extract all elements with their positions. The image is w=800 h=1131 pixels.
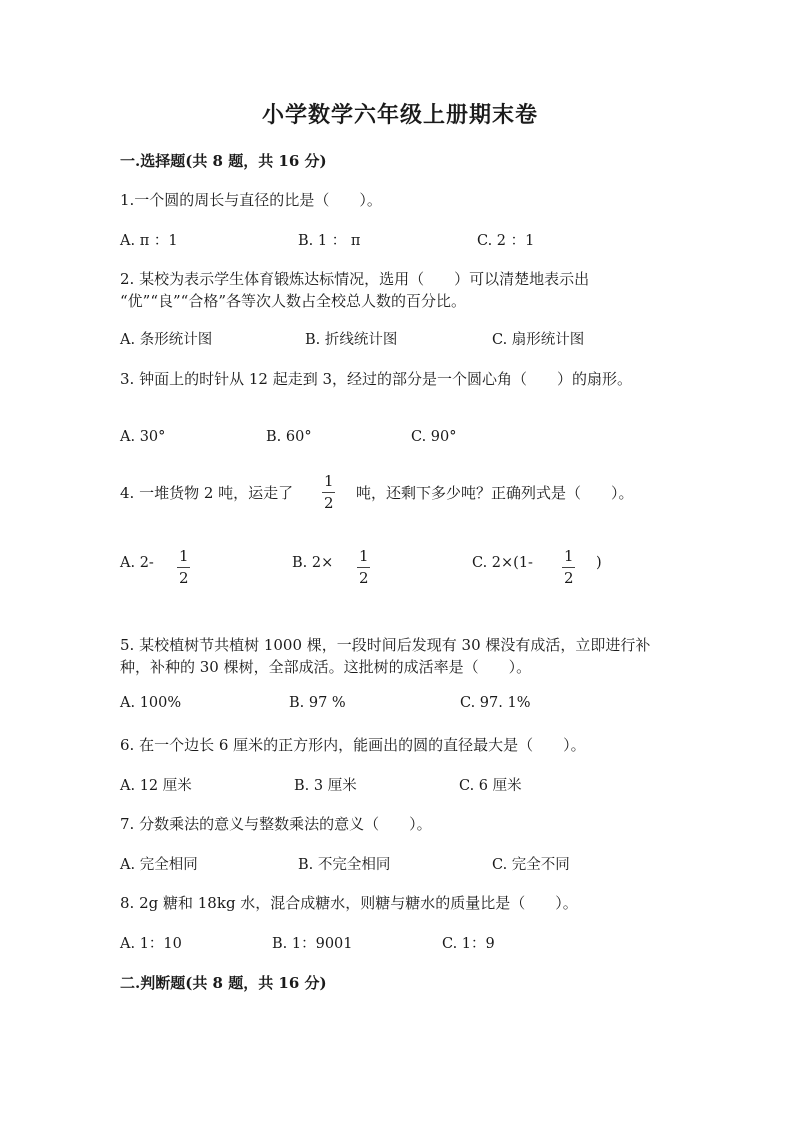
q1-option-c: C. 2 ：1 (477, 233, 535, 249)
q3-option-c: C. 90° (411, 429, 457, 445)
question-2-line-1: 2. 某校为表示学生体育锻炼达标情况，选用（ ）可以清楚地表示出 (120, 270, 590, 288)
fraction-denominator: 2 (359, 569, 369, 587)
q1-option-b: B. 1 ： π (298, 233, 361, 249)
question-2-line-2: “优”“良”“合格”各等次人数占全校总人数的百分比。 (120, 292, 467, 310)
fraction-numerator: 1 (359, 547, 369, 565)
question-6: 6. 在一个边长 6 厘米的正方形内，能画出的圆的直径最大是（ ）。 (120, 736, 586, 754)
q8-option-c: C. 1：9 (442, 936, 495, 952)
q5-option-a: A. 100% (120, 695, 182, 711)
q4-option-c: C. 2×(1- (472, 555, 533, 571)
q3-option-a: A. 30° (120, 429, 166, 445)
q2-option-c: C. 扇形统计图 (492, 332, 585, 348)
q7-option-c: C. 完全不同 (492, 857, 570, 873)
fraction-numerator: 1 (179, 547, 189, 565)
fraction-denominator: 2 (564, 569, 574, 587)
q6-option-a: A. 12 厘米 (120, 778, 192, 794)
q4-option-b-fraction (356, 549, 372, 586)
fraction-numerator: 1 (564, 547, 574, 565)
q4-option-b: B. 2× (292, 555, 334, 571)
q6-option-b: B. 3 厘米 (294, 778, 357, 794)
fraction-denominator: 2 (179, 569, 189, 587)
q5-option-c: C. 97. 1% (460, 695, 531, 711)
question-8: 8. 2g 糖和 18kg 水，混合成糖水，则糖与糖水的质量比是（ ）。 (120, 894, 578, 912)
question-1: 1.一个圆的周长与直径的比是（ ）。 (120, 191, 382, 209)
q4-option-a-fraction (176, 549, 192, 586)
question-5-line-2: 种，补种的 30 棵树，全部成活。这批树的成活率是（ ）。 (120, 658, 532, 676)
section-heading-true-false: 二.判断题(共 8 题，共 16 分) (120, 974, 327, 992)
fraction-denominator: 2 (324, 494, 334, 512)
question-7: 7. 分数乘法的意义与整数乘法的意义（ ）。 (120, 815, 432, 833)
fraction-numerator: 1 (324, 472, 334, 490)
page-title: 小学数学六年级上册期末卷 (261, 102, 538, 128)
q7-option-a: A. 完全相同 (120, 857, 198, 873)
q7-option-b: B. 不完全相同 (298, 857, 391, 873)
q5-option-b: B. 97 % (289, 695, 346, 711)
question-4-text-before: 4. 一堆货物 2 吨，运走了 (120, 484, 294, 502)
question-3: 3. 钟面上的时针从 12 起走到 3，经过的部分是一个圆心角（ ）的扇形。 (120, 370, 633, 388)
q2-option-b: B. 折线统计图 (305, 332, 398, 348)
question-5-line-1: 5. 某校植树节共植树 1000 棵，一段时间后发现有 30 棵没有成活，立即进行补 (120, 636, 651, 654)
q8-option-a: A. 1：10 (120, 936, 182, 952)
q3-option-b: B. 60° (266, 429, 312, 445)
q4-option-c-fraction (561, 549, 577, 586)
q6-option-c: C. 6 厘米 (459, 778, 522, 794)
q1-option-a: A. π ：1 (120, 233, 178, 249)
q8-option-b: B. 1：9001 (272, 936, 353, 952)
q4-option-c-close-paren: ) (596, 555, 602, 571)
q4-option-a: A. 2- (120, 555, 154, 571)
question-4-text-after: 吨，还剩下多少吨？正确列式是（ ）。 (356, 484, 634, 502)
q2-option-a: A. 条形统计图 (120, 332, 213, 348)
section-heading-multiple-choice: 一.选择题(共 8 题，共 16 分) (120, 152, 327, 170)
q4-fraction (321, 474, 337, 511)
